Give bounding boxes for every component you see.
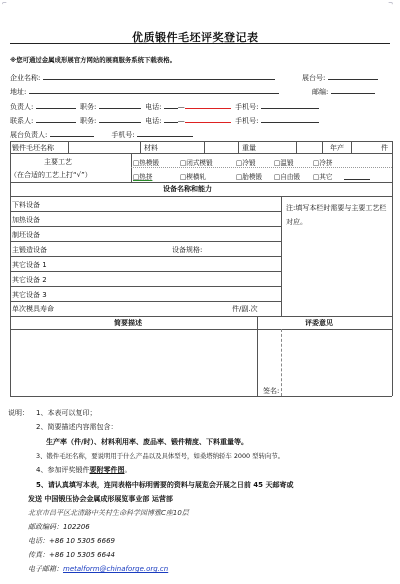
booth-leader-row: [10, 128, 193, 140]
address-field[interactable]: [29, 85, 279, 94]
leader-label: 负责人:: [10, 103, 34, 111]
company-name-label: 企业名称:: [10, 74, 41, 82]
process-other-field[interactable]: [344, 171, 370, 180]
equipment-row-main-forging: 主锻造设备: [12, 246, 47, 254]
process-option-closed-die[interactable]: □闭式模锻: [180, 159, 213, 167]
process-note: （在合适的工艺上打“√”）: [10, 171, 92, 179]
title-underline: [10, 43, 390, 44]
postcode-row: [312, 85, 375, 97]
product-name-label: 锻件毛坯名称: [12, 144, 54, 152]
company-name-field[interactable]: [43, 71, 275, 80]
equipment-side-note: 注:填写本栏时需要与主要工艺栏对应。: [286, 204, 387, 226]
annual-output-unit: 件: [381, 144, 388, 152]
company-name-row: [10, 71, 275, 83]
postcode-label: 邮编:: [312, 88, 329, 96]
booth-field[interactable]: [328, 71, 378, 80]
booth-row: [302, 71, 378, 83]
booth-leader-label: 展台负责人:: [10, 131, 48, 139]
equipment-row-heating: 加热设备: [12, 216, 40, 224]
note-item-5: 5、请认真填写本表，连同表格中标明需要的资料与展览会开展之日前 45 天邮寄或: [36, 481, 294, 489]
email-link[interactable]: metalform@chinaforge.org.cn: [63, 565, 169, 573]
booth-label: 展台号:: [302, 74, 326, 82]
review-area[interactable]: [260, 332, 390, 382]
organizer-address: 北京市昌平区北清路中关村生命科学园博雅C座10层: [28, 509, 189, 517]
leader-mobile-field[interactable]: [261, 100, 319, 109]
fax-value: +86 10 5305 6644: [49, 551, 115, 559]
process-option-open-die[interactable]: □自由锻: [274, 173, 301, 181]
note-item-3: 3、锻件毛坯名称，要说明用于什么产品以及具体型号，如桑塔纳轿车 2000 型转向节。: [36, 452, 285, 460]
tel-value: +86 10 5305 6669: [49, 537, 115, 545]
note-item-4-emphasis: 要附零件图: [89, 466, 125, 474]
note-item-4: 4、参加评奖锻件要附零件图。: [36, 466, 132, 474]
address-row: [10, 85, 279, 97]
leader-row: 负责人: 职务: 电话: — 手机号:: [10, 100, 319, 112]
note-item-2: 2、简要描述内容需包含：: [36, 423, 118, 431]
note-item-5-cont: 发送 中国锻压协会金属成形展览事业部 运营部: [28, 495, 173, 503]
equipment-row-die-life: 单次模具寿命: [12, 305, 54, 313]
notes-intro: 说明：: [8, 409, 29, 417]
leader-phone-field[interactable]: [185, 100, 231, 109]
process-option-cold-extrusion[interactable]: □冷挤: [313, 159, 333, 167]
address-label: 地址:: [10, 88, 27, 96]
page-corner-mark: ¬: [388, 0, 394, 7]
equipment-row-other-1: 其它设备 1: [12, 261, 47, 269]
material-label: 材料: [144, 144, 158, 152]
signature-label: 签名:: [263, 387, 280, 395]
leader-phone-label: 电话:: [145, 103, 162, 111]
contact-phone-area[interactable]: [164, 114, 178, 123]
page-corner-mark: ⌐: [2, 0, 8, 7]
process-option-hot-die[interactable]: □热模锻: [133, 159, 160, 167]
equipment-row-preforming: 制坯设备: [12, 231, 40, 239]
fax-line: 传真：+86 10 5305 6644: [28, 551, 115, 559]
equipment-header: 设备名称和能力: [163, 185, 212, 193]
leader-phone-area[interactable]: [164, 100, 178, 109]
contact-row: 联系人: 职务: 电话: — 手机号:: [10, 114, 319, 126]
process-option-warm[interactable]: □温锻: [274, 159, 294, 167]
leader-mobile-label: 手机号:: [235, 103, 259, 111]
contact-phone-label: 电话:: [145, 117, 162, 125]
process-option-loose-tooling[interactable]: □胎模锻: [236, 173, 263, 181]
process-label: 主要工艺: [44, 158, 72, 166]
postcode-line: 邮政编码：102206: [28, 523, 90, 531]
review-header: 评委意见: [305, 319, 333, 327]
contact-phone-field[interactable]: [185, 114, 231, 123]
contact-field[interactable]: [36, 114, 76, 123]
contact-mobile-field[interactable]: [261, 114, 319, 123]
equipment-spec-label: 设备规格:: [172, 246, 203, 254]
booth-leader-mobile-field[interactable]: [137, 128, 193, 137]
equipment-row-other-3: 其它设备 3: [12, 291, 47, 299]
leader-title-label: 职务:: [80, 103, 97, 111]
leader-title-field[interactable]: [99, 100, 141, 109]
booth-leader-mobile-label: 手机号:: [111, 131, 135, 139]
leader-field[interactable]: [36, 100, 76, 109]
equipment-row-cutting: 下料设备: [12, 201, 40, 209]
note-item-2-detail: 生产率（件/时）、材料利用率、废品率、锻件精度、下料重量等。: [46, 438, 249, 446]
contact-title-field[interactable]: [99, 114, 141, 123]
download-notice: ※您可通过金属成形展官方网站的展商服务系统下载表格。: [10, 56, 176, 64]
booth-leader-field[interactable]: [50, 128, 94, 137]
contact-label: 联系人:: [10, 117, 34, 125]
contact-mobile-label: 手机号:: [235, 117, 259, 125]
process-option-cross-wedge[interactable]: □楔横轧: [180, 173, 207, 181]
postcode-value: 102206: [63, 523, 90, 531]
process-option-hot-extrusion[interactable]: □热挤: [133, 173, 153, 181]
process-option-cold[interactable]: □冷锻: [236, 159, 256, 167]
weight-label: 重量: [242, 144, 256, 152]
annual-output-label: 年产: [330, 144, 344, 152]
note-item-1: 1、本表可以复印；: [36, 409, 97, 417]
postcode-field[interactable]: [331, 85, 375, 94]
equipment-row-other-2: 其它设备 2: [12, 276, 47, 284]
contact-title-label: 职务:: [80, 117, 97, 125]
page-title: 优质锻件毛坯评奖登记表: [132, 31, 259, 44]
description-header: 简要描述: [114, 319, 142, 327]
process-option-other[interactable]: □其它: [313, 173, 333, 181]
tel-line: 电话：+86 10 5305 6669: [28, 537, 115, 545]
email-line: 电子邮箱：metalform@chinaforge.org.cn: [28, 565, 169, 573]
die-life-unit: 件/副.次: [232, 305, 258, 313]
description-area[interactable]: [12, 332, 255, 394]
